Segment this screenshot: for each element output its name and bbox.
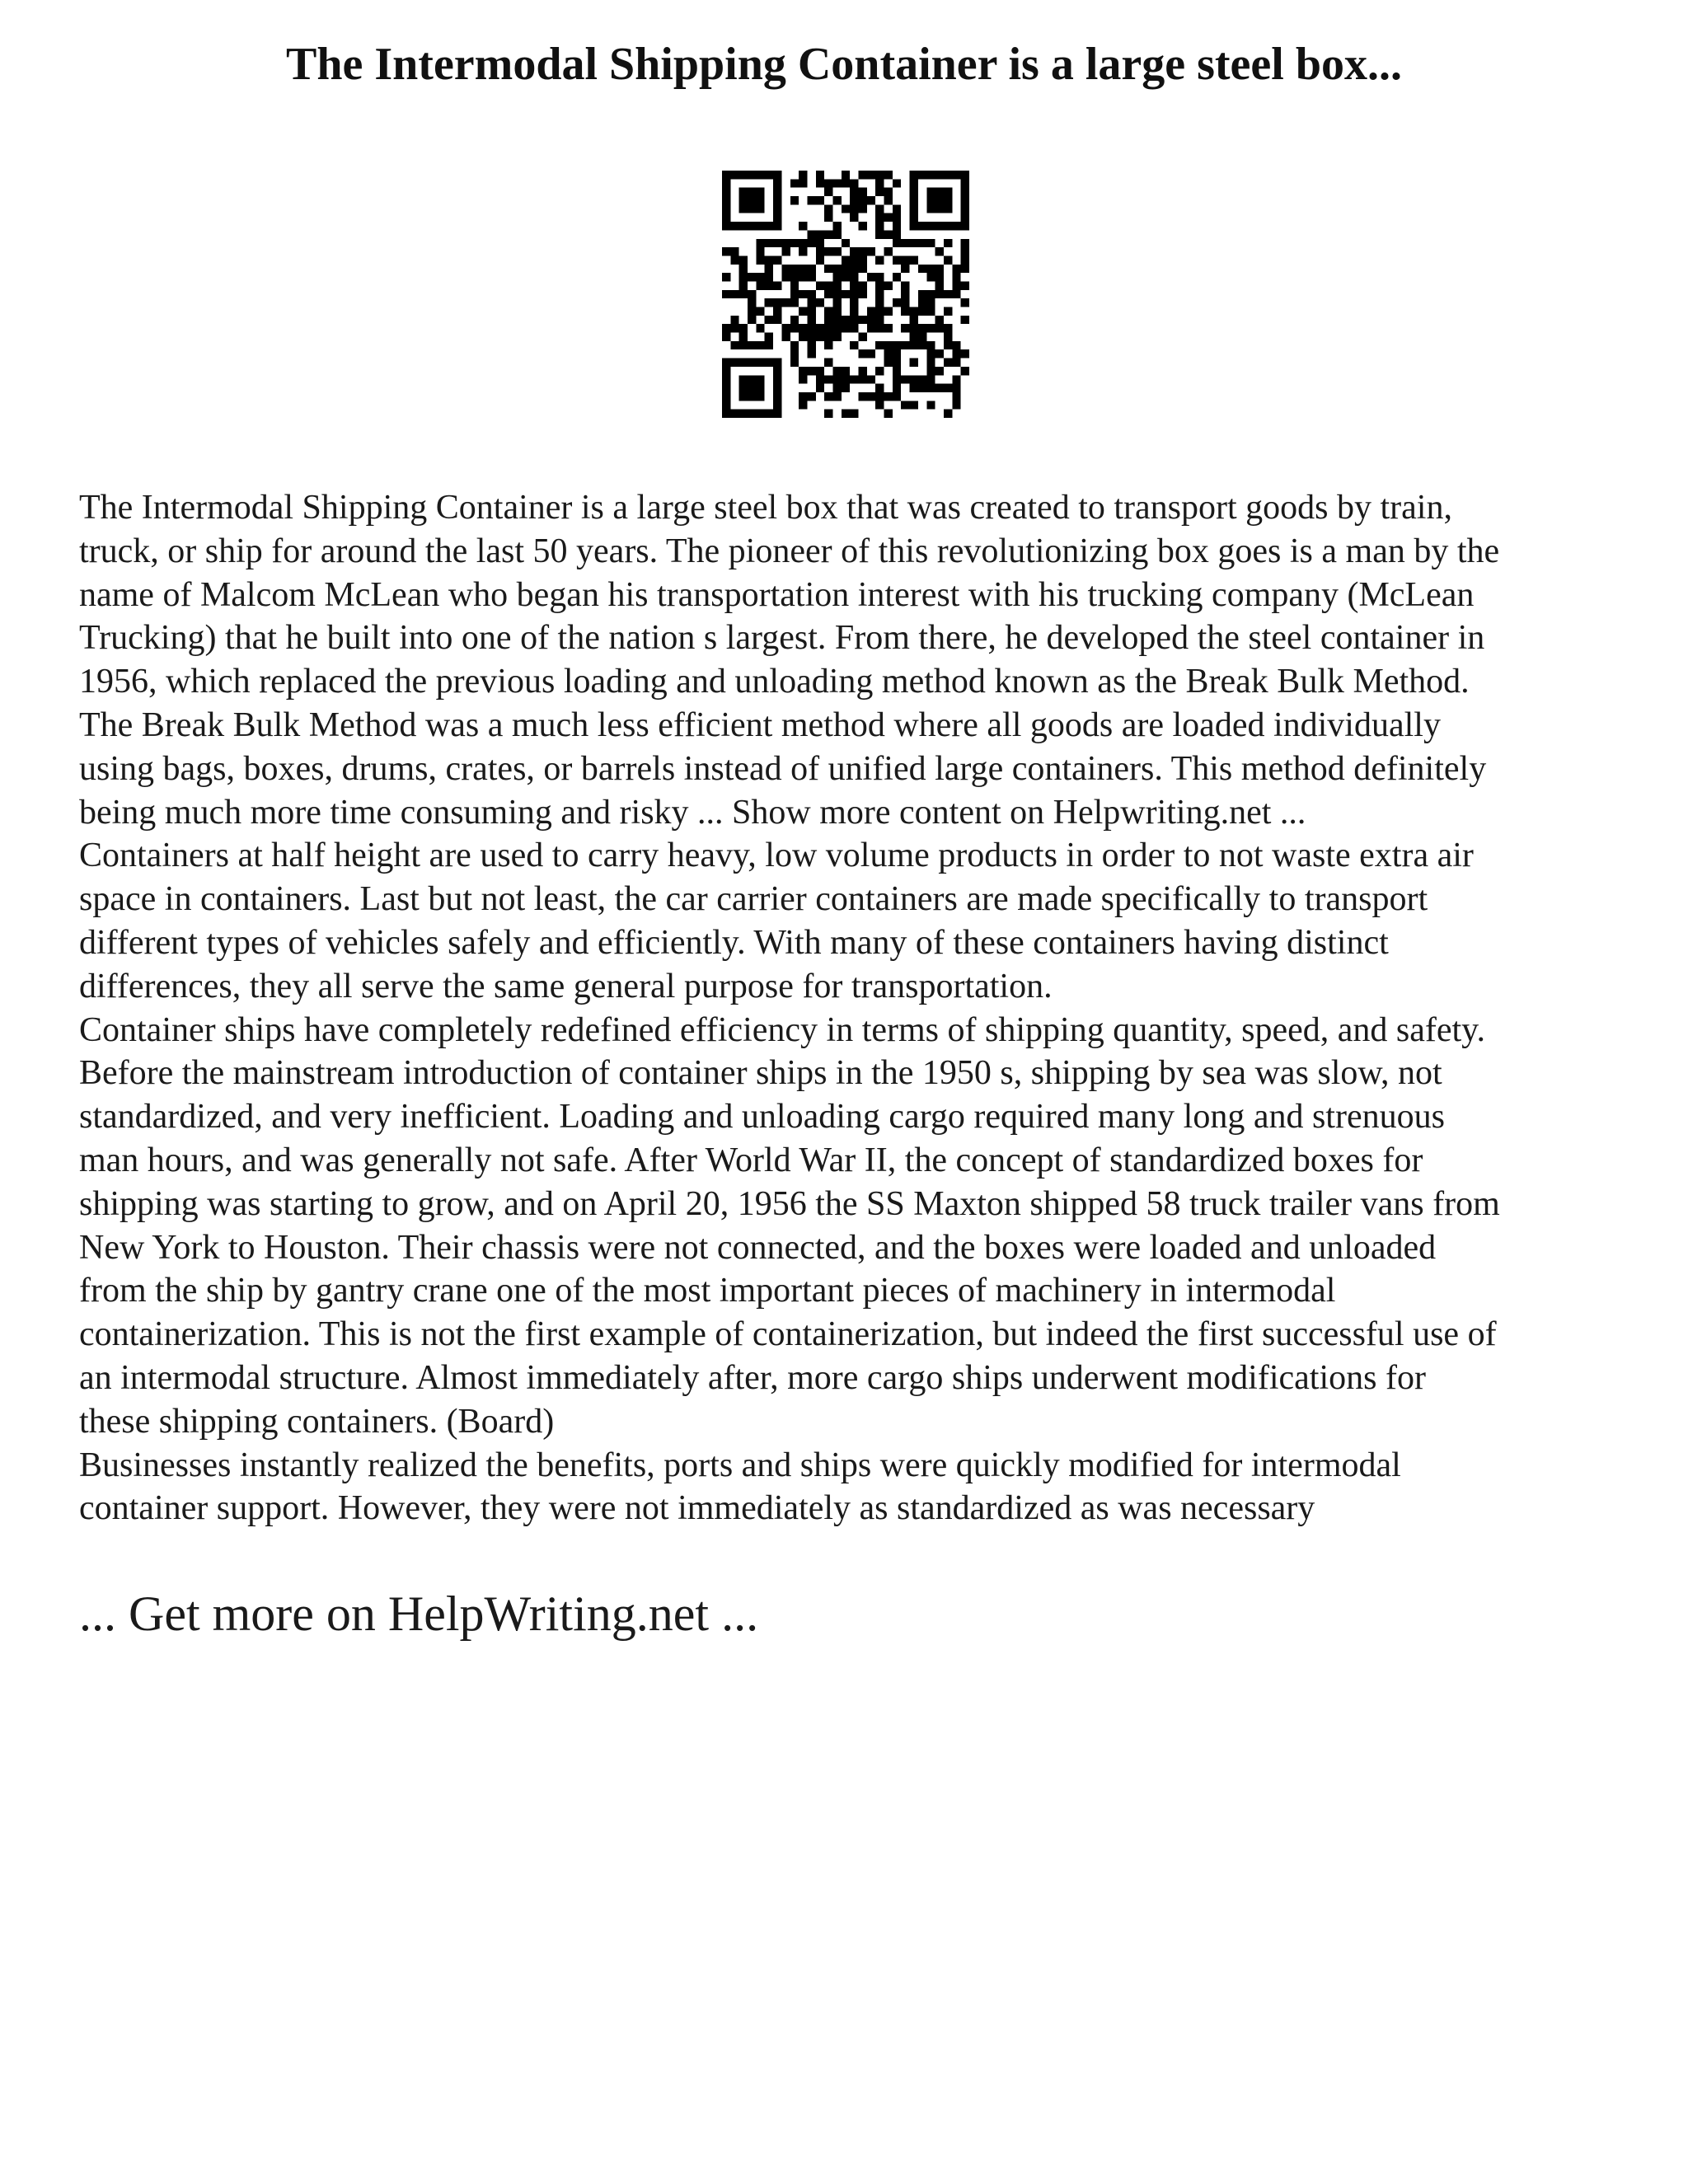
paragraph-4: Businesses instantly realized the benefits, ports and ships were quickly modified for intermodal container support. However, they were not immediately as standardized as was necessary (79, 1446, 1401, 1528)
get-more-link[interactable]: ... Get more on HelpWriting.net ... (79, 1586, 759, 1641)
page-title: The Intermodal Shipping Container is a large steel box... (286, 39, 1402, 90)
article-body (79, 486, 1629, 1530)
paragraph-3: Container ships have completely redefined efficiency in terms of shipping quantity, speed, and safety. Before the mainstream introduction of container ships in the 1950 s, shipping by sea was slow, not standardized, and very inefficient. Loading and unloading cargo required many long and strenuous man hours, and was generally not safe. After World War II, the concept of standardized boxes for shipping was starting to grow, and on April 20, 1956 the SS Maxton shipped 58 truck trailer vans from New York to Houston. Their chassis were not connected, and the boxes were loaded and unloaded from the ship by gantry crane one of the most important pieces of machinery in intermodal containerization. This is not the first example of containerization, but indeed the first successful use of an intermodal structure. Almost immediately after, more cargo ships underwent modifications for these shipping containers. (Board) (79, 1010, 1500, 1441)
paragraph-2: Containers at half height are used to carry heavy, low volume products in order to not waste extra air space in containers. Last but not least, the car carrier containers are made specifically to transport different types of vehicles safely and efficiently. With many of these containers having distinct differences, they all serve the same general purpose for transportation. (79, 837, 1474, 1005)
qr-code-icon (722, 171, 969, 418)
paragraph-1: The Intermodal Shipping Container is a large steel box that was created to transport goods by train, truck, or ship for around the last 50 years. The pioneer of this revolutionizing box goes is a man by the name of Malcom McLean who began his transportation interest with his trucking company (McLean Trucking) that he built into one of the nation s largest. From there, he developed the steel container in 1956, which replaced the previous loading and unloading method known as the Break Bulk Method. The Break Bulk Method was a much less efficient method where all goods are loaded individually using bags, boxes, drums, crates, or barrels instead of unified large containers. This method definitely being much more time consuming and risky ... Show more content on Helpwriting.net ... (79, 489, 1500, 832)
